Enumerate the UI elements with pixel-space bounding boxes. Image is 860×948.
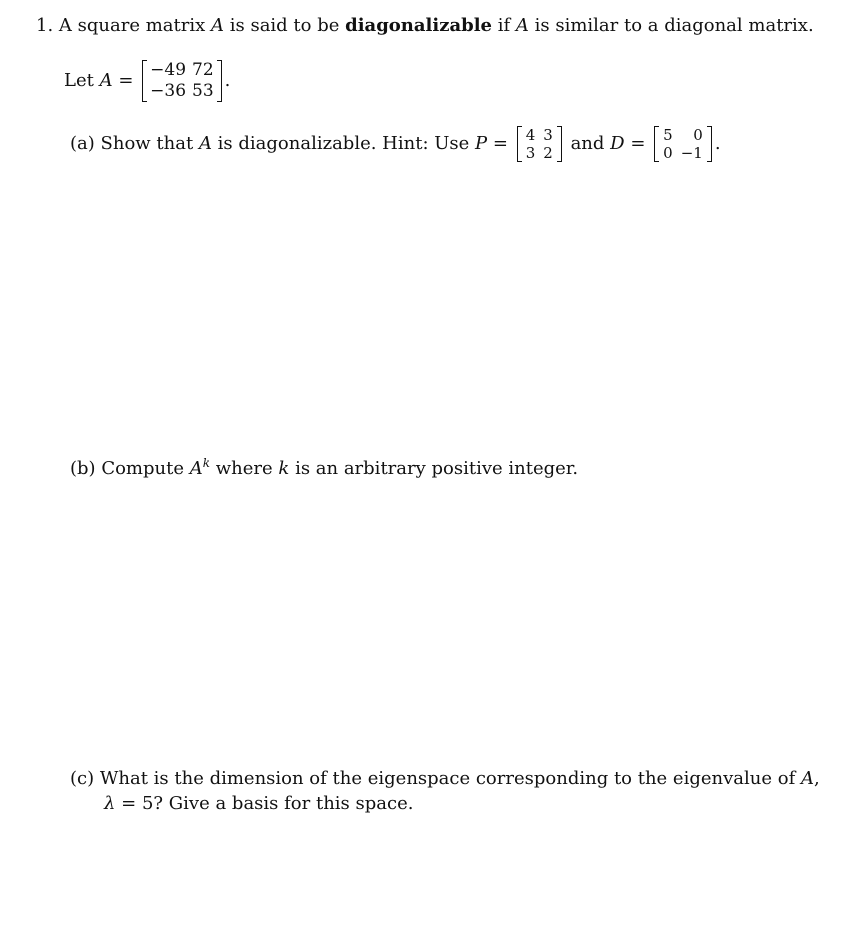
matrix-p: [517, 126, 562, 162]
part-a-label: (a): [70, 133, 95, 154]
var-a-power: [190, 458, 210, 479]
equals-sign: =: [118, 70, 134, 91]
lambda-symbol: λ: [104, 793, 116, 814]
matrix-a-cell: −49: [150, 60, 187, 80]
intro-text-mid: is said to be: [229, 15, 340, 36]
matrix-a-cell: −36: [150, 81, 187, 101]
part-a-text-hint: is diagonalizable. Hint: Use: [217, 133, 470, 154]
problem-number: 1.: [36, 15, 54, 36]
var-a: A: [99, 70, 113, 91]
part-c-text: What is the dimension of the eigenspace corresponding to the eigenvalue of: [99, 768, 796, 789]
equals-sign: =: [630, 133, 646, 154]
var-a: A: [211, 15, 224, 36]
matrix-d: [654, 126, 712, 162]
period: .: [714, 133, 721, 154]
matrix-a-cell: 53: [192, 81, 214, 101]
var-k: k: [278, 458, 290, 479]
part-a-text: Show that: [100, 133, 194, 154]
part-c-line-1: [70, 768, 820, 790]
var-a: A: [189, 458, 203, 479]
matrix-a-cell: 72: [192, 60, 214, 80]
let-word: Let: [64, 70, 94, 91]
var-p: P: [475, 133, 488, 154]
intro-text: A square matrix: [58, 15, 206, 36]
exponent-k: k: [202, 456, 211, 470]
and-word: and: [570, 133, 605, 154]
matrix-p-cell: 3: [543, 126, 553, 144]
part-c-line-2: [104, 793, 413, 815]
eigenvalue-equals: = 5?: [121, 793, 164, 814]
var-d: D: [610, 133, 625, 154]
matrix-a: [142, 60, 222, 102]
matrix-d-cell: 0: [693, 126, 703, 144]
intro-text-end: is similar to a diagonal matrix.: [534, 15, 814, 36]
let-a-definition: [64, 58, 230, 104]
part-a: [70, 120, 721, 168]
period: .: [224, 70, 231, 91]
part-b-where: where: [215, 458, 273, 479]
equals-sign: =: [492, 133, 508, 154]
comma: ,: [813, 768, 820, 789]
term-diagonalizable: diagonalizable: [345, 15, 492, 36]
matrix-p-cell: 4: [525, 126, 536, 144]
part-b-text: Compute: [101, 458, 184, 479]
matrix-d-cell: 5: [663, 126, 673, 144]
part-b: [70, 452, 578, 480]
part-c-label: (c): [70, 768, 95, 789]
var-a: A: [800, 768, 814, 789]
problem-statement: [36, 15, 814, 37]
intro-if: if: [497, 15, 511, 36]
var-a: A: [198, 133, 212, 154]
var-a: A: [515, 15, 529, 36]
part-b-text-end: is an arbitrary positive integer.: [295, 458, 579, 479]
matrix-p-cell: 3: [525, 144, 536, 162]
matrix-d-cell: 0: [663, 144, 673, 162]
matrix-d-cell: −1: [680, 144, 703, 162]
part-b-label: (b): [70, 458, 96, 479]
matrix-p-cell: 2: [543, 144, 553, 162]
part-c-text-end: Give a basis for this space.: [168, 793, 414, 814]
